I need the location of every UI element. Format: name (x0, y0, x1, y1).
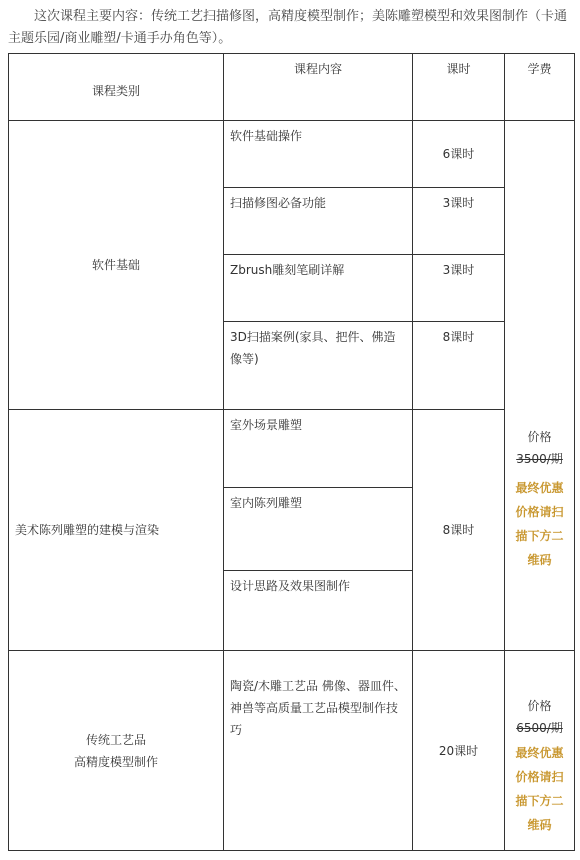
fee-cell-1 (505, 121, 575, 651)
hours-cell: 6课时 (413, 121, 505, 188)
hours-cell: 20课时 (413, 651, 505, 851)
hours-cell: 3课时 (413, 255, 505, 322)
category-line: 高精度模型制作 (73, 754, 158, 769)
content-cell: 扫描修图必备功能 (224, 188, 413, 255)
content-cell: 陶瓷/木雕工艺品 佛像、器皿件、神兽等高质量工艺品模型制作技巧 (224, 651, 413, 851)
header-fee: 学费 (505, 54, 575, 121)
hours-cell: 8课时 (413, 322, 505, 410)
table-row (9, 121, 575, 188)
promo-text: 维码 (527, 553, 552, 567)
fee-label: 价格 (527, 430, 552, 444)
promo-text: 描下方二 (515, 529, 564, 543)
content-cell: 设计思路及效果图制作 (224, 571, 413, 651)
table-row (9, 410, 575, 488)
header-category: 课程类别 (9, 54, 224, 121)
intro-paragraph: 这次课程主要内容：传统工艺扫描修图，高精度模型制作；美陈雕塑模型和效果图制作（卡通主题乐园/商业雕塑/卡通手办角色等）。 (8, 9, 568, 46)
promo-text: 描下方二 (515, 794, 564, 808)
course-table (8, 53, 575, 851)
header-content: 课程内容 (224, 54, 413, 121)
content-cell: 软件基础操作 (224, 121, 413, 188)
content-cell: 室内陈列雕塑 (224, 488, 413, 571)
hours-cell: 3课时 (413, 188, 505, 255)
content-cell: 室外场景雕塑 (224, 410, 413, 488)
header-hours: 课时 (413, 54, 505, 121)
content-cell: Zbrush雕刻笔刷详解 (224, 255, 413, 322)
category-software-basics: 软件基础 (9, 121, 224, 410)
promo-text: 最终优惠 (515, 481, 564, 495)
content-cell: 3D扫描案例(家具、把件、佛造像等) (224, 322, 413, 410)
fee-price-original: 3500/期 (516, 452, 563, 466)
fee-label: 价格 (527, 699, 552, 713)
fee-price-original: 6500/期 (516, 721, 563, 735)
fee-cell-2 (505, 651, 575, 851)
table-header-row (9, 54, 575, 121)
promo-text: 最终优惠 (515, 746, 564, 760)
promo-text: 价格请扫 (515, 770, 564, 784)
category-line: 传统工艺品 (85, 732, 146, 747)
category-traditional-crafts (9, 651, 224, 851)
promo-text: 维码 (527, 818, 552, 832)
promo-text: 价格请扫 (515, 505, 564, 519)
hours-cell: 8课时 (413, 410, 505, 651)
table-row (9, 651, 575, 851)
category-art-display: 美术陈列雕塑的建模与渲染 (9, 410, 224, 651)
